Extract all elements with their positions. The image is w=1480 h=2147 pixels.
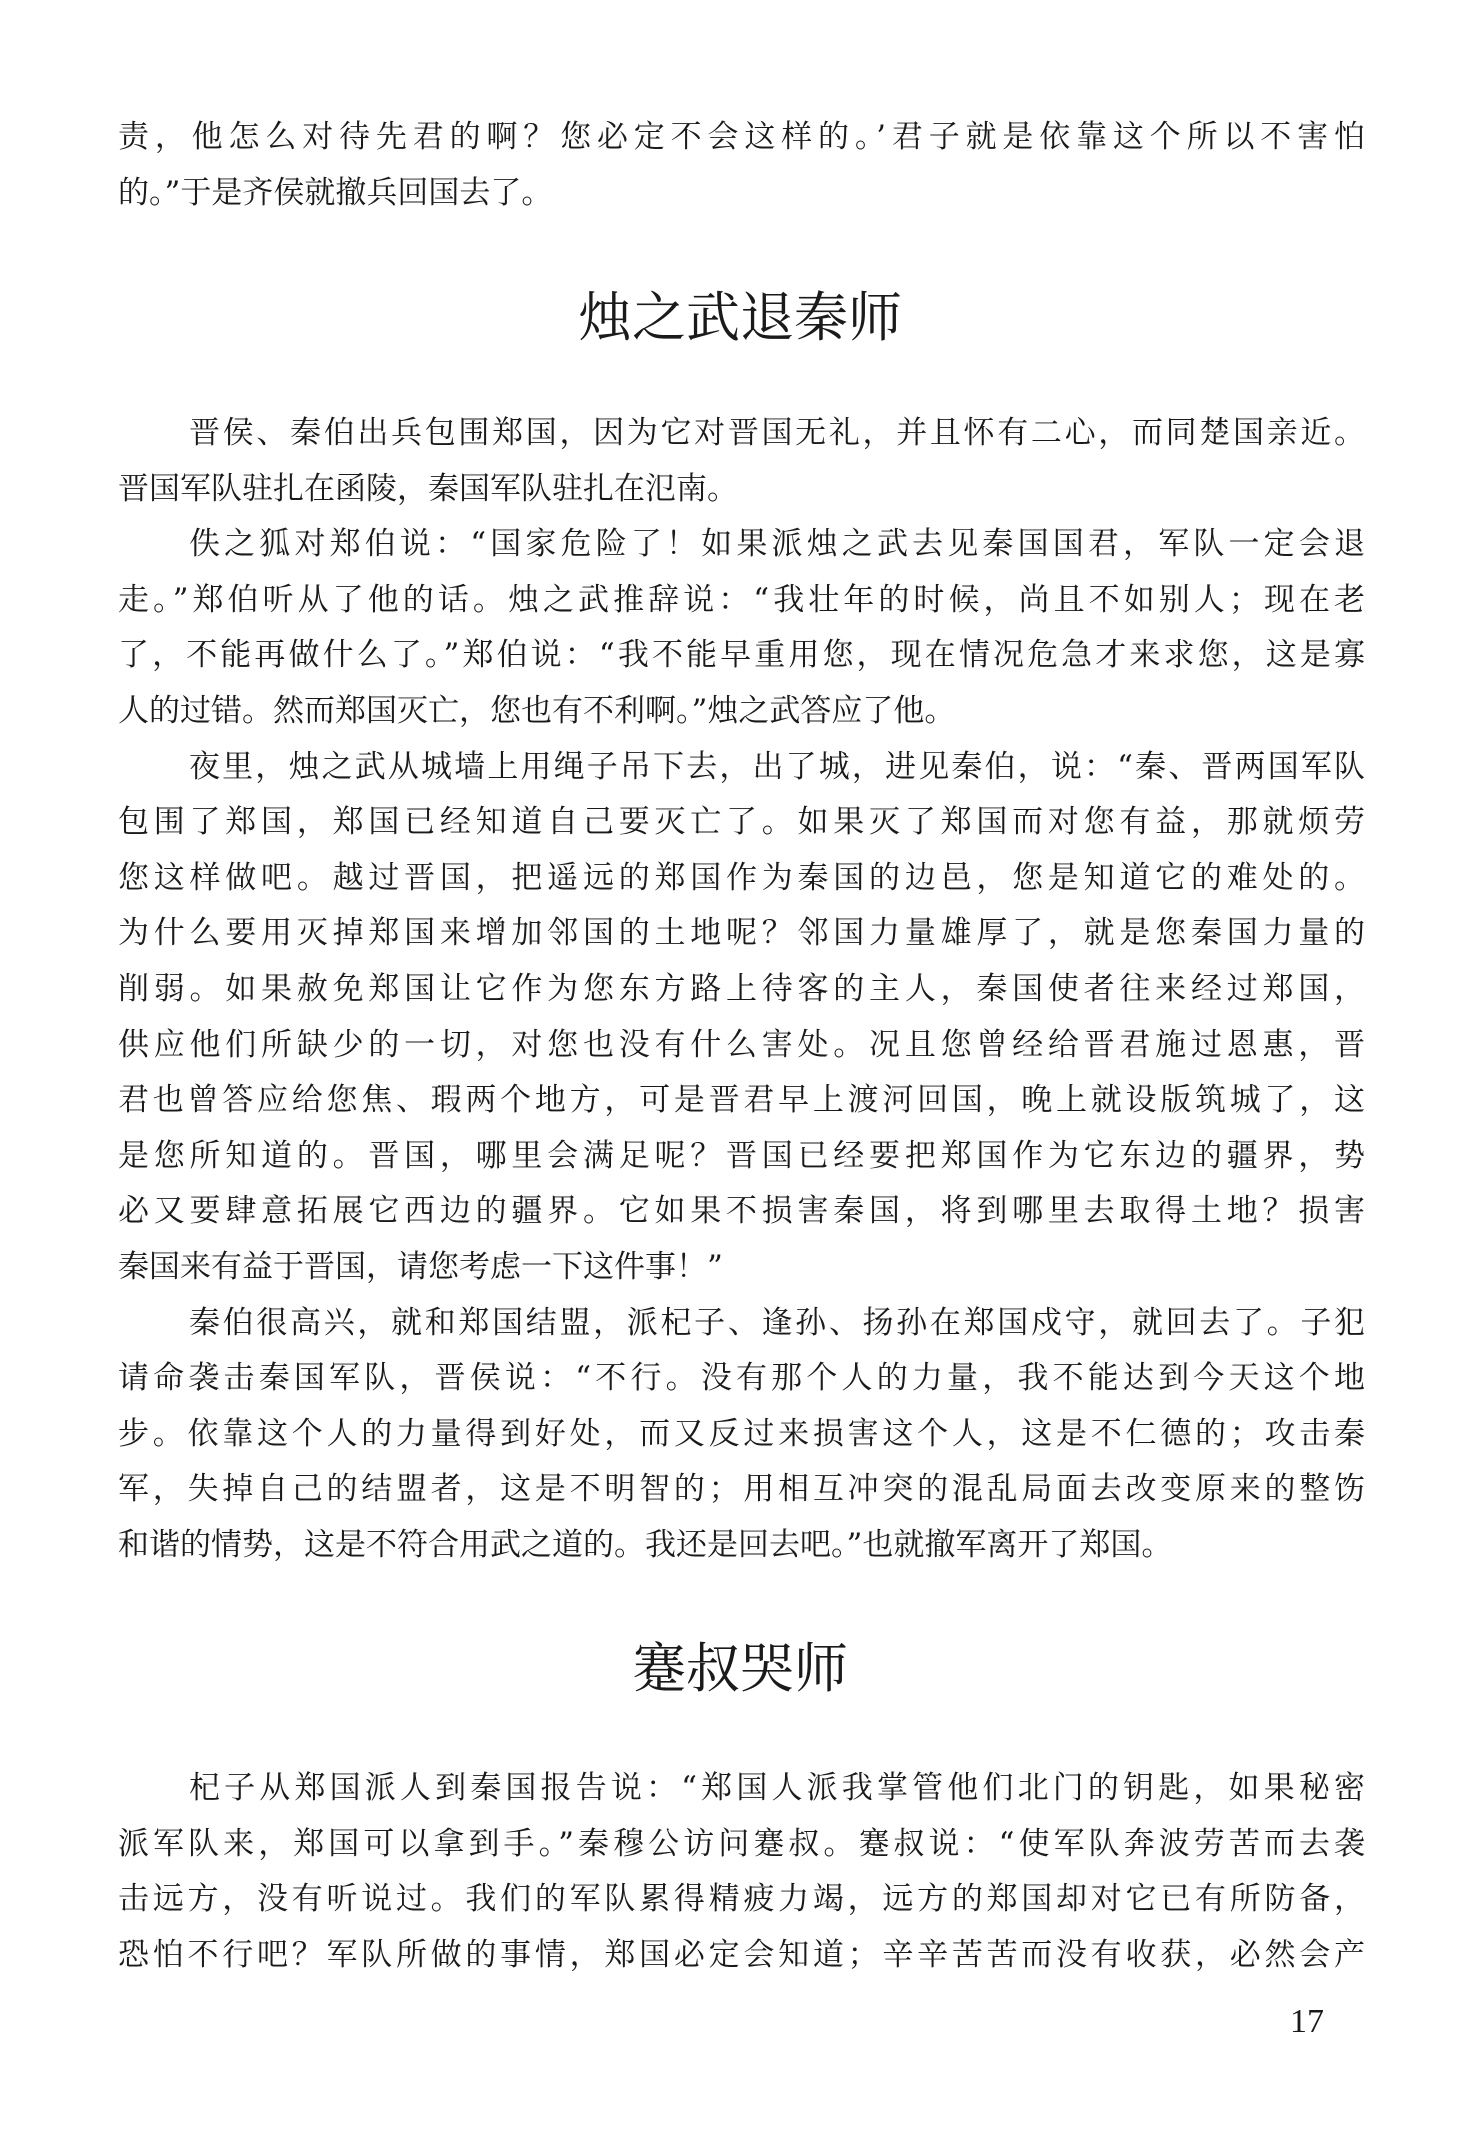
text-line: 为什么要用灭掉郑国来增加邻国的土地呢？邻国力量雄厚了，就是您秦国力量的: [118, 915, 1365, 952]
text-line: 击远方，没有听说过。我们的军队累得精疲力竭，远方的郑国却对它已有所防备，: [118, 1881, 1365, 1918]
section-title: 烛之武退秦师: [578, 286, 902, 349]
continued-paragraph: [118, 110, 1365, 221]
text-line: 是您所知道的。晋国，哪里会满足呢？晋国已经要把郑国作为它东边的疆界，势: [118, 1137, 1365, 1174]
section-title: 蹇叔哭师: [632, 1637, 848, 1700]
text-line: 供应他们所缺少的一切，对您也没有什么害处。况且您曾经给晋君施过恩惠，晋: [118, 1026, 1365, 1063]
text-line: 恐怕不行吧？军队所做的事情，郑国必定会知道；辛辛苦苦而没有收获，必然会产: [118, 1936, 1365, 1973]
text-line: 军，失掉自己的结盟者，这是不明智的；用相互冲突的混乱局面去改变原来的整饬: [118, 1471, 1365, 1508]
text-line: 走。”郑伯听从了他的话。烛之武推辞说：“我壮年的时候，尚且不如别人；现在老: [118, 581, 1365, 618]
paragraph: [118, 740, 1365, 1296]
text-line: 晋国军队驻扎在函陵，秦国军队驻扎在氾南。: [118, 470, 738, 507]
text-line: 秦伯很高兴，就和郑国结盟，派杞子、逢孙、扬孙在郑国戍守，就回去了。子犯: [189, 1304, 1365, 1341]
text-line: 请命袭击秦国军队，晋侯说：“不行。没有那个人的力量，我不能达到今天这个地: [118, 1360, 1365, 1397]
text-line: 步。依靠这个人的力量得到好处，而又反过来损害这个人，这是不仁德的；攻击秦: [118, 1415, 1365, 1452]
text-line: 君也曾答应给您焦、瑕两个地方，可是晋君早上渡河回国，晚上就设版筑城了，这: [118, 1082, 1365, 1119]
text-line: 包围了郑国，郑国已经知道自己要灭亡了。如果灭了郑国而对您有益，那就烦劳: [118, 804, 1365, 841]
text-line: 责，他怎么对待先君的啊？您必定不会这样的。’君子就是依靠这个所以不害怕: [118, 119, 1365, 155]
text-line: 派军队来，郑国可以拿到手。”秦穆公访问蹇叔。蹇叔说：“使军队奔波劳苦而去袭: [118, 1825, 1365, 1862]
text-line: 了，不能再做什么了。”郑伯说：“我不能早重用您，现在情况危急才来求您，这是寡: [118, 637, 1365, 674]
text-line: 夜里，烛之武从城墙上用绳子吊下去，出了城，进见秦伯，说：“秦、晋两国军队: [189, 748, 1365, 785]
text-line: 杞子从郑国派人到秦国报告说：“郑国人派我掌管他们北门的钥匙，如果秘密: [189, 1770, 1365, 1806]
paragraph: [118, 406, 1365, 517]
text-line: 人的过错。然而郑国灭亡，您也有不利啊。”烛之武答应了他。: [118, 692, 956, 729]
paragraph: [118, 1296, 1365, 1574]
paragraph: [118, 1761, 1365, 1983]
text-line: 晋侯、秦伯出兵包围郑国，因为它对晋国无礼，并且怀有二心，而同楚国亲近。: [189, 415, 1365, 451]
page-number: 17: [1290, 2003, 1324, 2040]
text-line: 的。”于是齐侯就撤兵回国去了。: [118, 174, 553, 211]
paragraph: [118, 517, 1365, 739]
text-line: 必又要肆意拓展它西边的疆界。它如果不损害秦国，将到哪里去取得土地？损害: [118, 1193, 1365, 1230]
text-line: 削弱。如果赦免郑国让它作为您东方路上待客的主人，秦国使者往来经过郑国，: [118, 970, 1365, 1007]
text-line: 您这样做吧。越过晋国，把遥远的郑国作为秦国的边邑，您是知道它的难处的。: [118, 859, 1365, 896]
section-body: [118, 406, 1365, 1573]
text-line: 佚之狐对郑伯说：“国家危险了！如果派烛之武去见秦国国君，军队一定会退: [189, 526, 1365, 563]
section-body: [118, 1761, 1365, 1983]
text-line: 秦国来有益于晋国，请您考虑一下这件事！”: [118, 1248, 723, 1285]
text-line: 和谐的情势，这是不符合用武之道的。我还是回去吧。”也就撤军离开了郑国。: [118, 1526, 1173, 1563]
